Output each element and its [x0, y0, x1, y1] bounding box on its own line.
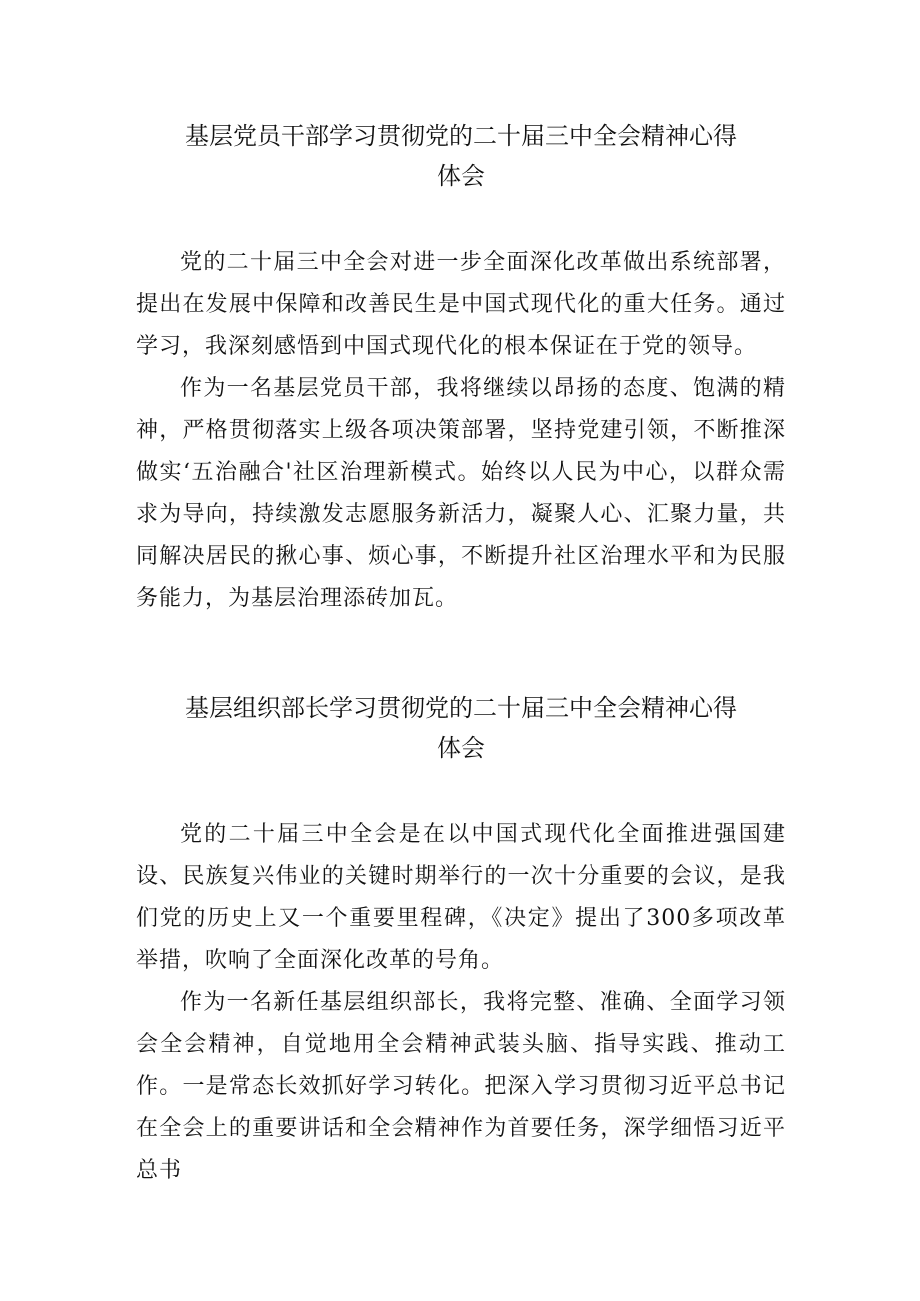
article-2-paragraph-2: 作为一名新任基层组织部长，我将完整、准确、全面学习领会全会精神，自觉地用全会精神武装头脑、指导实践、推动工作。一是常态长效抓好学习转化。把深入学习贯彻习近平总书记在全会上的重要讲话和全会精神作为首要任务，深学细悟习近平总书 — [136, 990, 786, 1183]
article-1-title-line-2: 体会 — [437, 162, 485, 190]
article-2-title-line-1: 基层组织部长学习贯彻党的二十届三中全会精神心得 — [185, 694, 737, 722]
article-2-body — [136, 814, 786, 1192]
article-2-title — [136, 688, 786, 768]
article-2 — [136, 688, 786, 1192]
article-1-title — [136, 116, 786, 196]
article-2-title-line-2: 体会 — [437, 734, 485, 762]
article-1 — [136, 116, 786, 620]
article-1-paragraph-1: 党的二十届三中全会对进一步全面深化改革做出系统部署，提出在发展中保障和改善民生是中国式现代化的重大任务。通过学习，我深刻感悟到中国式现代化的根本保证在于党的领导。 — [136, 250, 786, 359]
article-1-body — [136, 242, 786, 620]
article-1-paragraph-2: 作为一名基层党员干部，我将继续以昂扬的态度、饱满的精神，严格贯彻落实上级各项决策部署，坚持党建引领，不断推深做实‘五治融合'社区治理新模式。始终以人民为中心，以群众需求为导向，持续激发志愿服务新活力，凝聚人心、汇聚力量，共同解决居民的揪心事、烦心事，不断提升社区治理水平和为民服务能力，为基层治理添砖加瓦。 — [136, 376, 786, 611]
article-2-paragraph-1: 党的二十届三中全会是在以中国式现代化全面推进强国建设、民族复兴伟业的关键时期举行的一次十分重要的会议，是我们党的历史上又一个重要里程碑，《决定》提出了300多项改革举措，吹响了全面深化改革的号角。 — [136, 822, 786, 973]
article-1-title-line-1: 基层党员干部学习贯彻党的二十届三中全会精神心得 — [185, 122, 737, 150]
